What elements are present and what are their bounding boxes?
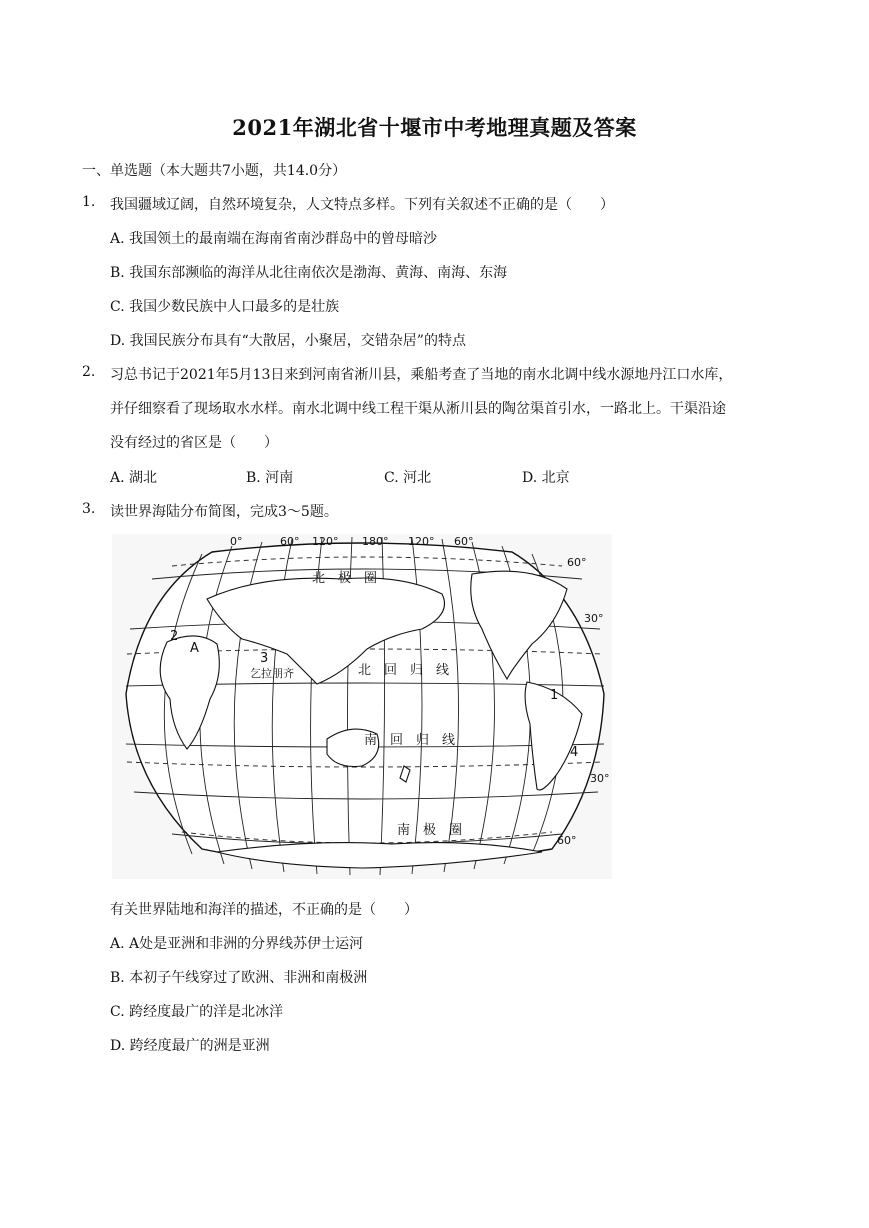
option-c: C. 跨经度最广的洋是北冰洋	[110, 1004, 284, 1020]
option-d: D. 我国民族分布具有“大散居，小聚居，交错杂居”的特点	[110, 333, 466, 349]
place-label: 乞拉朋齐	[250, 667, 294, 680]
world-map-figure	[112, 534, 612, 879]
section-heading: 一、单选题（本大题共7小题，共14.0分）	[82, 163, 347, 179]
lon-label: 60°	[454, 535, 474, 548]
lon-label: 120°	[408, 535, 435, 548]
antarctic-circle-label: 南 极 圈	[397, 823, 463, 838]
tropic-capricorn-label: 南 回 归 线	[364, 733, 456, 748]
lat-label: 60°	[567, 556, 587, 569]
lon-label: 180°	[362, 535, 389, 548]
question-number: 2.	[82, 364, 96, 380]
option-d: D. 北京	[522, 470, 570, 486]
question-number: 1.	[82, 194, 96, 210]
option-a: A. 我国领土的最南端在海南省南沙群岛中的曾母暗沙	[110, 231, 438, 247]
lon-label: 0°	[230, 535, 243, 548]
question-stem: 读世界海陆分布简图，完成3～5题。	[110, 504, 338, 520]
option-c: C. 河北	[384, 470, 432, 486]
question-number: 3.	[82, 501, 96, 517]
point-1-label: 1	[550, 688, 559, 703]
page-title: 2021年湖北省十堰市中考地理真题及答案	[232, 115, 637, 140]
question-stem: 我国疆域辽阔，自然环境复杂，人文特点多样。下列有关叙述不正确的是（ ）	[110, 197, 614, 213]
lat-label: 60°	[557, 834, 577, 847]
arctic-circle-label: 北 极 圈	[312, 571, 378, 586]
option-c: C. 我国少数民族中人口最多的是壮族	[110, 299, 340, 315]
option-a: A. 湖北	[110, 470, 158, 486]
lon-label: 60°	[280, 535, 300, 548]
question-stem-line: 没有经过的省区是（ ）	[110, 435, 278, 451]
lon-label: 120°	[312, 535, 339, 548]
tropic-cancer-label: 北 回 归 线	[358, 663, 450, 678]
sub-question-stem: 有关世界陆地和海洋的描述，不正确的是（ ）	[110, 902, 418, 918]
point-4-label: 4	[570, 745, 579, 760]
point-3-label: 3	[260, 651, 269, 666]
question-stem-line: 习总书记于2021年5月13日来到河南省淅川县，乘船考查了当地的南水北调中线水源地丹江口水库，	[110, 367, 733, 383]
point-2-label: 2	[170, 629, 179, 644]
point-a-label: A	[190, 641, 199, 656]
option-b: B. 本初子午线穿过了欧洲、非洲和南极洲	[110, 970, 368, 986]
option-d: D. 跨经度最广的洲是亚洲	[110, 1038, 270, 1054]
option-b: B. 河南	[246, 470, 294, 486]
lat-label: 30°	[590, 772, 610, 785]
lat-label: 30°	[584, 612, 604, 625]
option-b: B. 我国东部濒临的海洋从北往南依次是渤海、黄海、南海、东海	[110, 265, 508, 281]
question-stem-line: 并仔细察看了现场取水水样。南水北调中线工程干渠从淅川县的陶岔渠首引水，一路北上。干渠沿途	[110, 401, 726, 417]
option-a: A. A处是亚洲和非洲的分界线苏伊士运河	[110, 936, 364, 952]
